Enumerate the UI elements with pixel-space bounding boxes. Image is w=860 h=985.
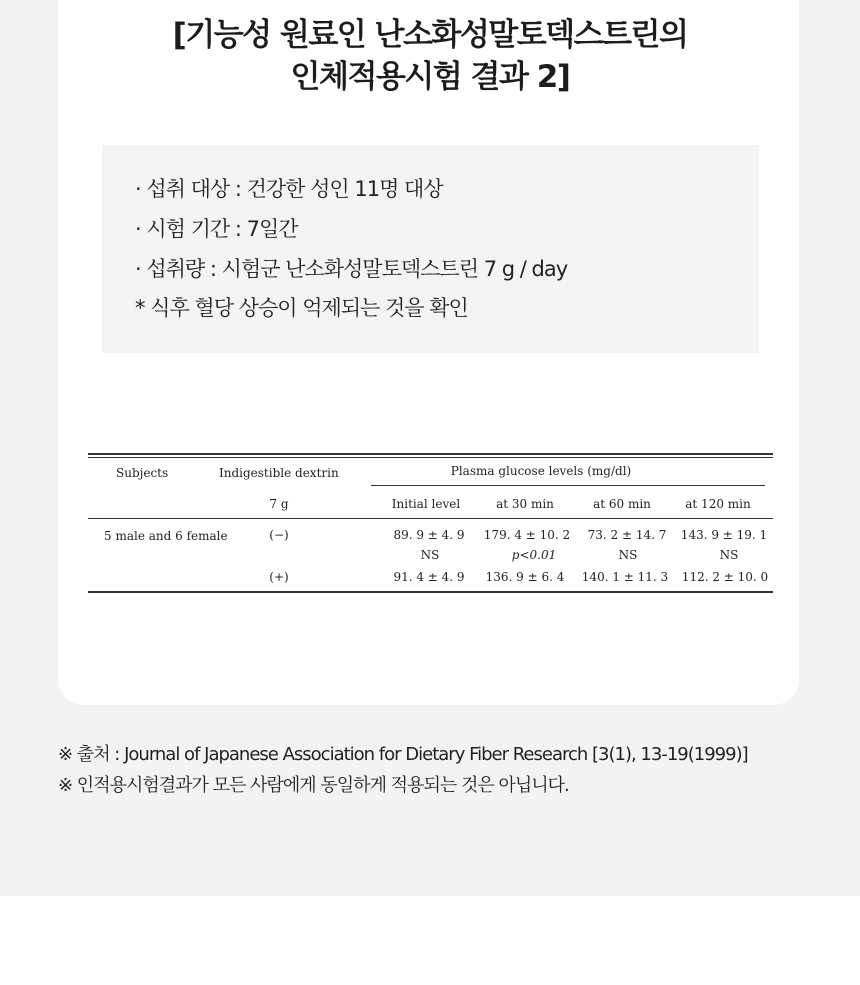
row-plus-30min: 136. 9 ± 6. 4 <box>485 570 565 584</box>
row-plus-120min: 112. 2 ± 10. 0 <box>681 570 769 584</box>
title-line-1: [기능성 원료인 난소화성말토덱스트린의 <box>172 17 688 53</box>
header-dose: 7 g <box>269 497 289 511</box>
info-result-note: * 식후 혈당 상승이 억제되는 것을 확인 <box>135 296 468 320</box>
row-minus-30min: 179. 4 ± 10. 2 <box>483 528 571 542</box>
info-subjects: · 섭취 대상 : 건강한 성인 11명 대상 <box>135 177 443 201</box>
header-30min: at 30 min <box>496 497 554 511</box>
title-line-2: 인체적용시험 결과 2] <box>290 59 570 95</box>
header-120min: at 120 min <box>685 497 751 511</box>
row-minus-120min: 143. 9 ± 19. 1 <box>680 528 768 542</box>
row-minus-initial: 89. 9 ± 4. 9 <box>393 528 465 542</box>
row-sig-30min: p<0.01 <box>511 548 557 562</box>
row-minus-dextrin: (−) <box>269 528 289 542</box>
page-title <box>0 14 860 98</box>
row-plus-dextrin: (+) <box>269 570 289 584</box>
row-sig-60min: NS <box>618 548 638 562</box>
row-sig-initial: NS <box>420 548 440 562</box>
disclaimer-note: ※ 인적용시험결과가 모든 사람에게 동일하게 적용되는 것은 아닙니다. <box>58 775 569 796</box>
header-dextrin: Indigestible dextrin <box>219 466 339 480</box>
source-citation: ※ 출처 : Journal of Japanese Association for Dietary Fiber Research [3(1), 13-19(1999)] <box>58 744 748 765</box>
subject-group: 5 male and 6 female <box>104 529 228 543</box>
header-initial: Initial level <box>391 497 461 511</box>
header-60min: at 60 min <box>593 497 651 511</box>
info-intake: · 섭취량 : 시험군 난소화성말토덱스트린 7 g / day <box>135 257 568 281</box>
row-plus-60min: 140. 1 ± 11. 3 <box>581 570 669 584</box>
header-plasma: Plasma glucose levels (mg/dl) <box>450 464 632 478</box>
info-duration: · 시험 기간 : 7일간 <box>135 217 298 241</box>
row-sig-120min: NS <box>719 548 739 562</box>
row-plus-initial: 91. 4 ± 4. 9 <box>393 570 465 584</box>
row-minus-60min: 73. 2 ± 14. 7 <box>587 528 667 542</box>
header-subjects: Subjects <box>116 466 169 480</box>
